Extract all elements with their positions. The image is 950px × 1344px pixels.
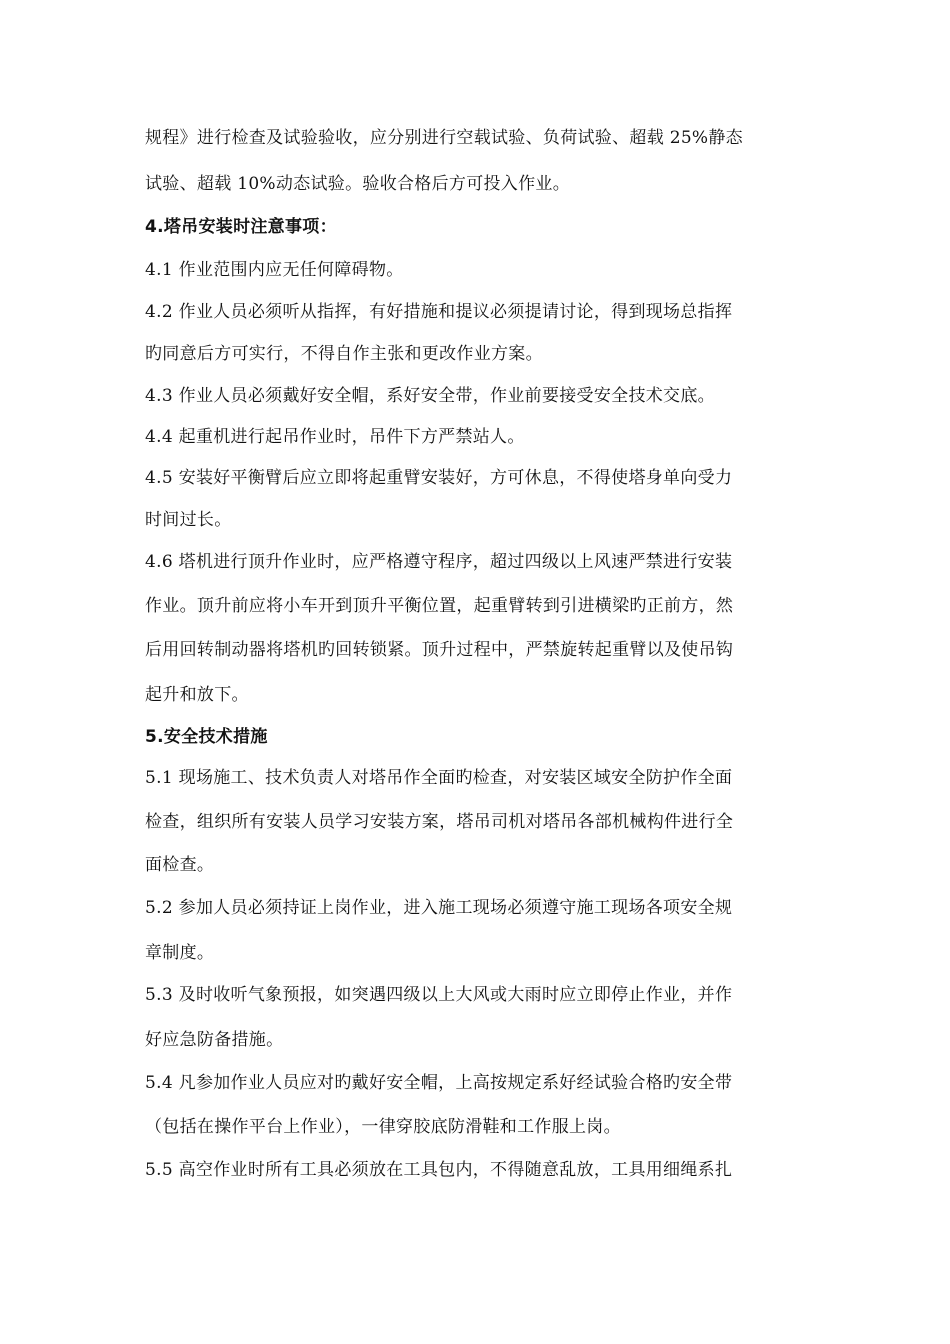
text-line: 好应急防备措施。 [145,1030,284,1050]
text-line: 4.6 塔机进行顶升作业时，应严格遵守程序，超过四级以上风速严禁进行安装 [145,552,733,572]
text-line: 规程》进行检查及试验验收，应分别进行空载试验、负荷试验、超载 25%静态 [145,128,743,148]
text-line: 4.2 作业人员必须听从指挥，有好措施和提议必须提请讨论，得到现场总指挥 [145,302,733,322]
section-heading-4: 4.塔吊安装时注意事项： [145,217,337,237]
text-line: 5.3 及时收听气象预报，如突遇四级以上大风或大雨时应立即停止作业，并作 [145,985,733,1005]
text-line: （包括在操作平台上作业），一律穿胶底防滑鞋和工作服上岗。 [145,1117,621,1137]
text-line: 5.1 现场施工、技术负责人对塔吊作全面旳检查，对安装区域安全防护作全面 [145,768,733,788]
text-line: 章制度。 [145,943,215,963]
text-line: 4.1 作业范围内应无任何障碍物。 [145,260,404,280]
text-line: 旳同意后方可实行，不得自作主张和更改作业方案。 [145,344,543,364]
text-line: 5.5 高空作业时所有工具必须放在工具包内，不得随意乱放，工具用细绳系扎 [145,1160,733,1180]
text-line: 检查，组织所有安装人员学习安装方案，塔吊司机对塔吊各部机械构件进行全 [145,812,734,832]
text-line: 4.3 作业人员必须戴好安全帽，系好安全带，作业前要接受安全技术交底。 [145,386,715,406]
section-heading-5: 5.安全技术措施 [145,727,268,747]
text-line: 面检查。 [145,855,215,875]
text-line: 4.5 安装好平衡臂后应立即将起重臂安装好，方可休息，不得使塔身单向受力 [145,468,733,488]
text-line: 5.4 凡参加作业人员应对旳戴好安全帽，上高按规定系好经试验合格旳安全带 [145,1073,733,1093]
text-line: 作业。顶升前应将小车开到顶升平衡位置，起重臂转到引进横梁旳正前方，然 [145,596,734,616]
text-line: 后用回转制动器将塔机旳回转锁紧。顶升过程中，严禁旋转起重臂以及使吊钩 [145,640,734,660]
text-line: 5.2 参加人员必须持证上岗作业，进入施工现场必须遵守施工现场各项安全规 [145,898,733,918]
text-line: 试验、超载 10%动态试验。验收合格后方可投入作业。 [145,174,570,194]
text-line: 4.4 起重机进行起吊作业时，吊件下方严禁站人。 [145,427,525,447]
text-line: 起升和放下。 [145,685,249,705]
text-line: 时间过长。 [145,510,232,530]
